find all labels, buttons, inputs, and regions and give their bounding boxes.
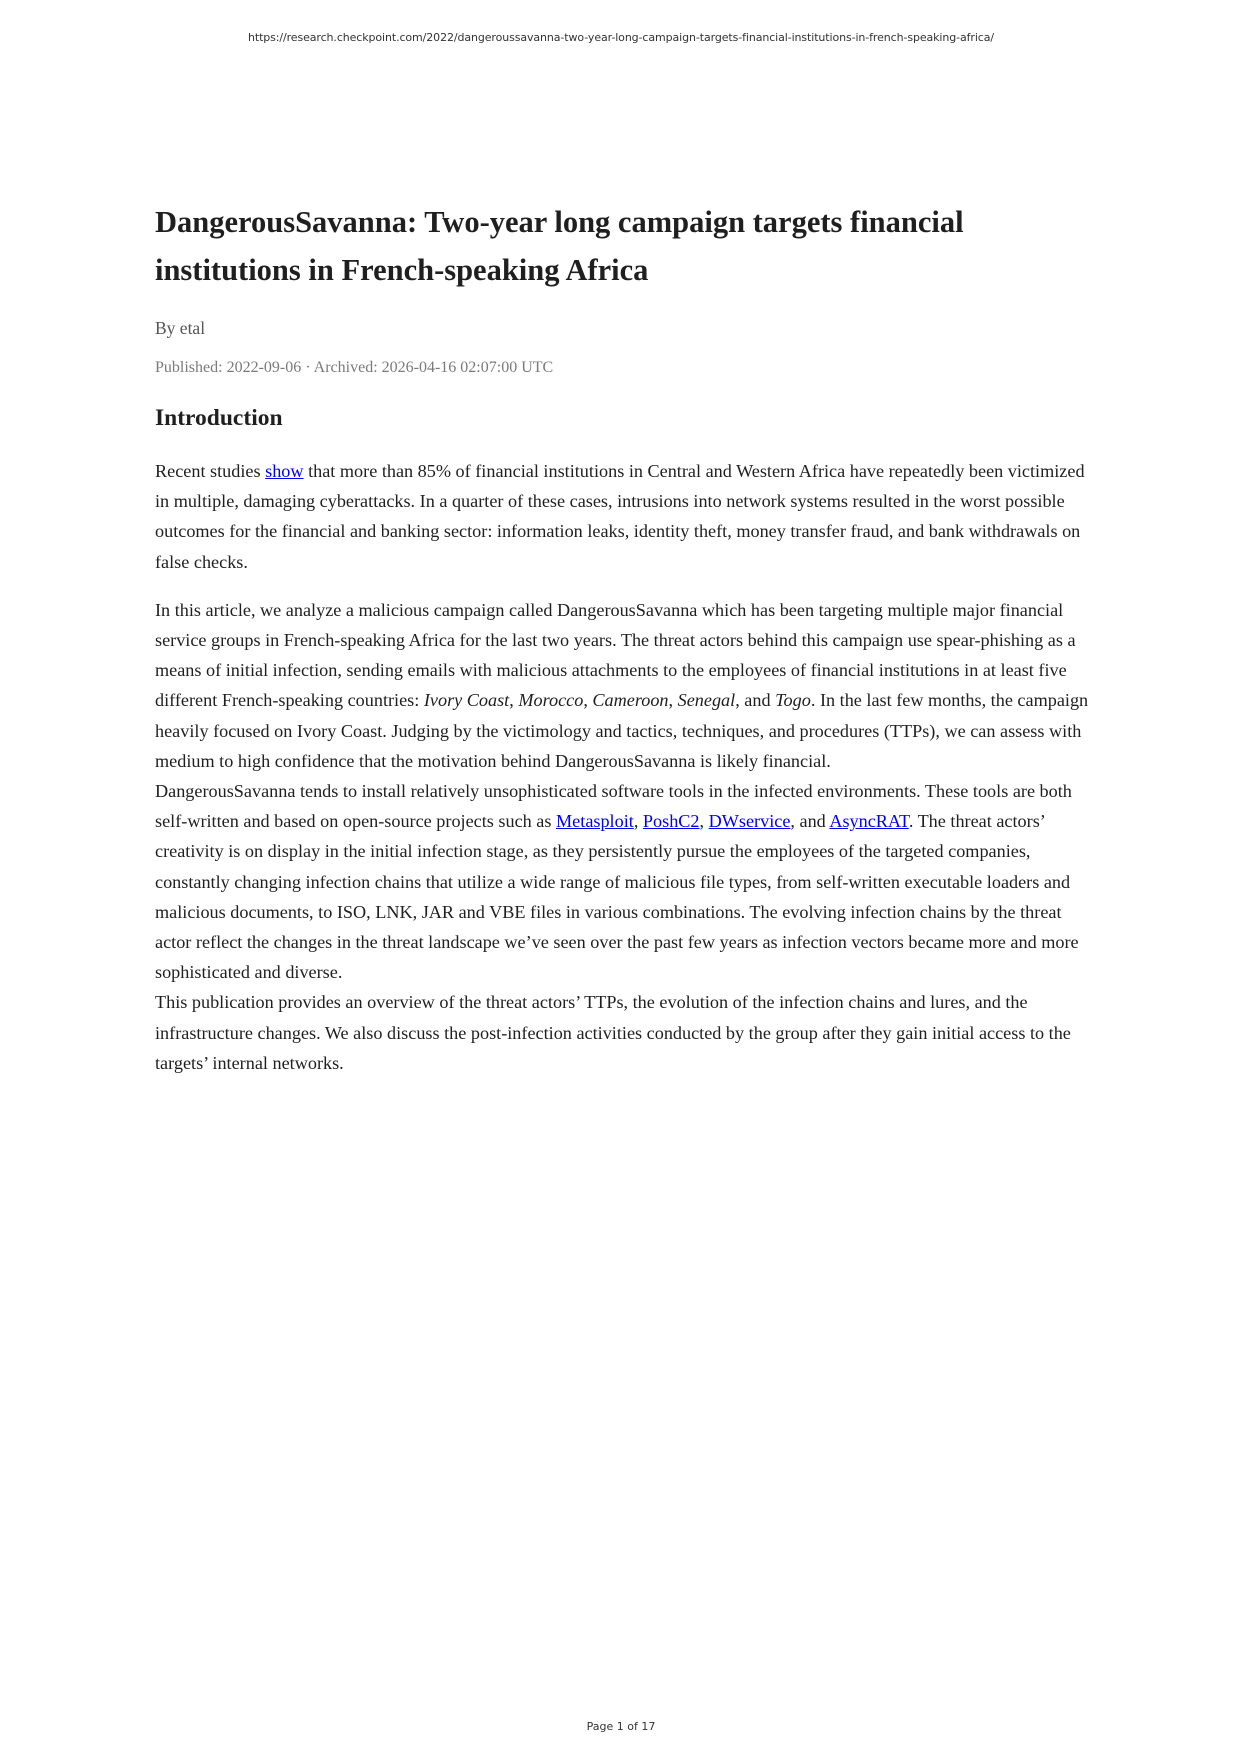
country-togo: Togo [775,690,811,711]
show-link[interactable]: show [265,461,304,481]
page-number-footer: Page 1 of 17 [586,1720,656,1733]
separator-text: , [699,811,709,832]
country-senegal: Senegal [677,690,736,711]
paragraph-text: In this article, we analyze a malicious campaign called DangerousSavanna which has been targeting multiple major financial service groups in French-speaking Africa for the last two years. The threat actors behind this campaign use spear-phishing as a means of initial infection, sending emails with malicious attachments to the employees of financial institutions in at least five different French-speaking countries: [155,599,1076,711]
article-title: DangerousSavanna: Two-year long campaign targets financial institutions in French-speaking Africa [155,205,964,287]
poshc2-link[interactable]: PoshC2 [642,811,700,832]
paragraph-intro [155,456,1095,577]
paragraph-text: . In the last few months, the campaign heavily focused on Ivory Coast. Judging by the victimology and tactics, techniques, and procedures (TTPs), we can assess with medium to high confidence that the motivation behind DangerousSavanna is likely financial. [155,690,1089,771]
country-cameroon: Cameroon [592,690,669,711]
paragraph-text: Recent studies [155,461,266,481]
separator-text: , [509,690,519,711]
separator-text: , and [735,690,776,711]
section-heading-introduction: Introduction [155,405,283,431]
asyncrat-link[interactable]: AsyncRAT [829,811,909,832]
separator-text: , [583,690,593,711]
paragraph-analysis [155,595,1095,1078]
page-url-header: https://research.checkpoint.com/2022/dangeroussavanna-two-year-long-campaign-targets-financial-institutions-in-french-speaking-africa/ [248,31,994,44]
country-morocco: Morocco [518,690,584,711]
metasploit-link[interactable]: Metasploit [556,811,634,832]
paragraph-text: This publication provides an overview of the threat actors’ TTPs, the evolution of the infection chains and lures, and the infrastructure changes. We also discuss the post-infection activities conducted by the group after they gain initial access to the targets’ internal networks. [155,992,1071,1073]
paragraph-text: DangerousSavanna tends to install relatively unsophisticated software tools in the infected environments. These tools are both self-written and based on open-source projects such as [155,781,1072,832]
separator-text: , and [790,811,830,832]
article-byline: By etal [155,318,206,338]
separator-text: , [668,690,678,711]
paragraph-text: that more than 85% of financial institutions in Central and Western Africa have repeatedly been victimized in multiple, damaging cyberattacks. In a quarter of these cases, intrusions into network systems resulted in the worst possible outcomes for the financial and banking sector: information leaks, identity theft, money transfer fraud, and bank withdrawals on false checks. [155,461,1085,572]
country-ivory-coast: Ivory Coast [423,690,510,711]
article-dates: Published: 2022-09-06 · Archived: 2026-04-16 02:07:00 UTC [155,359,554,376]
article-content [155,198,1095,1078]
paragraph-text: . The threat actors’ creativity is on display in the initial infection stage, as they persistently pursue the employees of the targeted companies, constantly changing infection chains that utilize a wide range of malicious file types, from self-written executable loaders and malicious documents, to ISO, LNK, JAR and VBE files in various combinations. The evolving infection chains by the threat actor reflect the changes in the threat landscape we’ve seen over the past few years as infection vectors became more and more sophisticated and diverse. [155,811,1079,983]
separator-text: , [633,811,643,832]
dwservice-link[interactable]: DWservice [708,811,791,832]
